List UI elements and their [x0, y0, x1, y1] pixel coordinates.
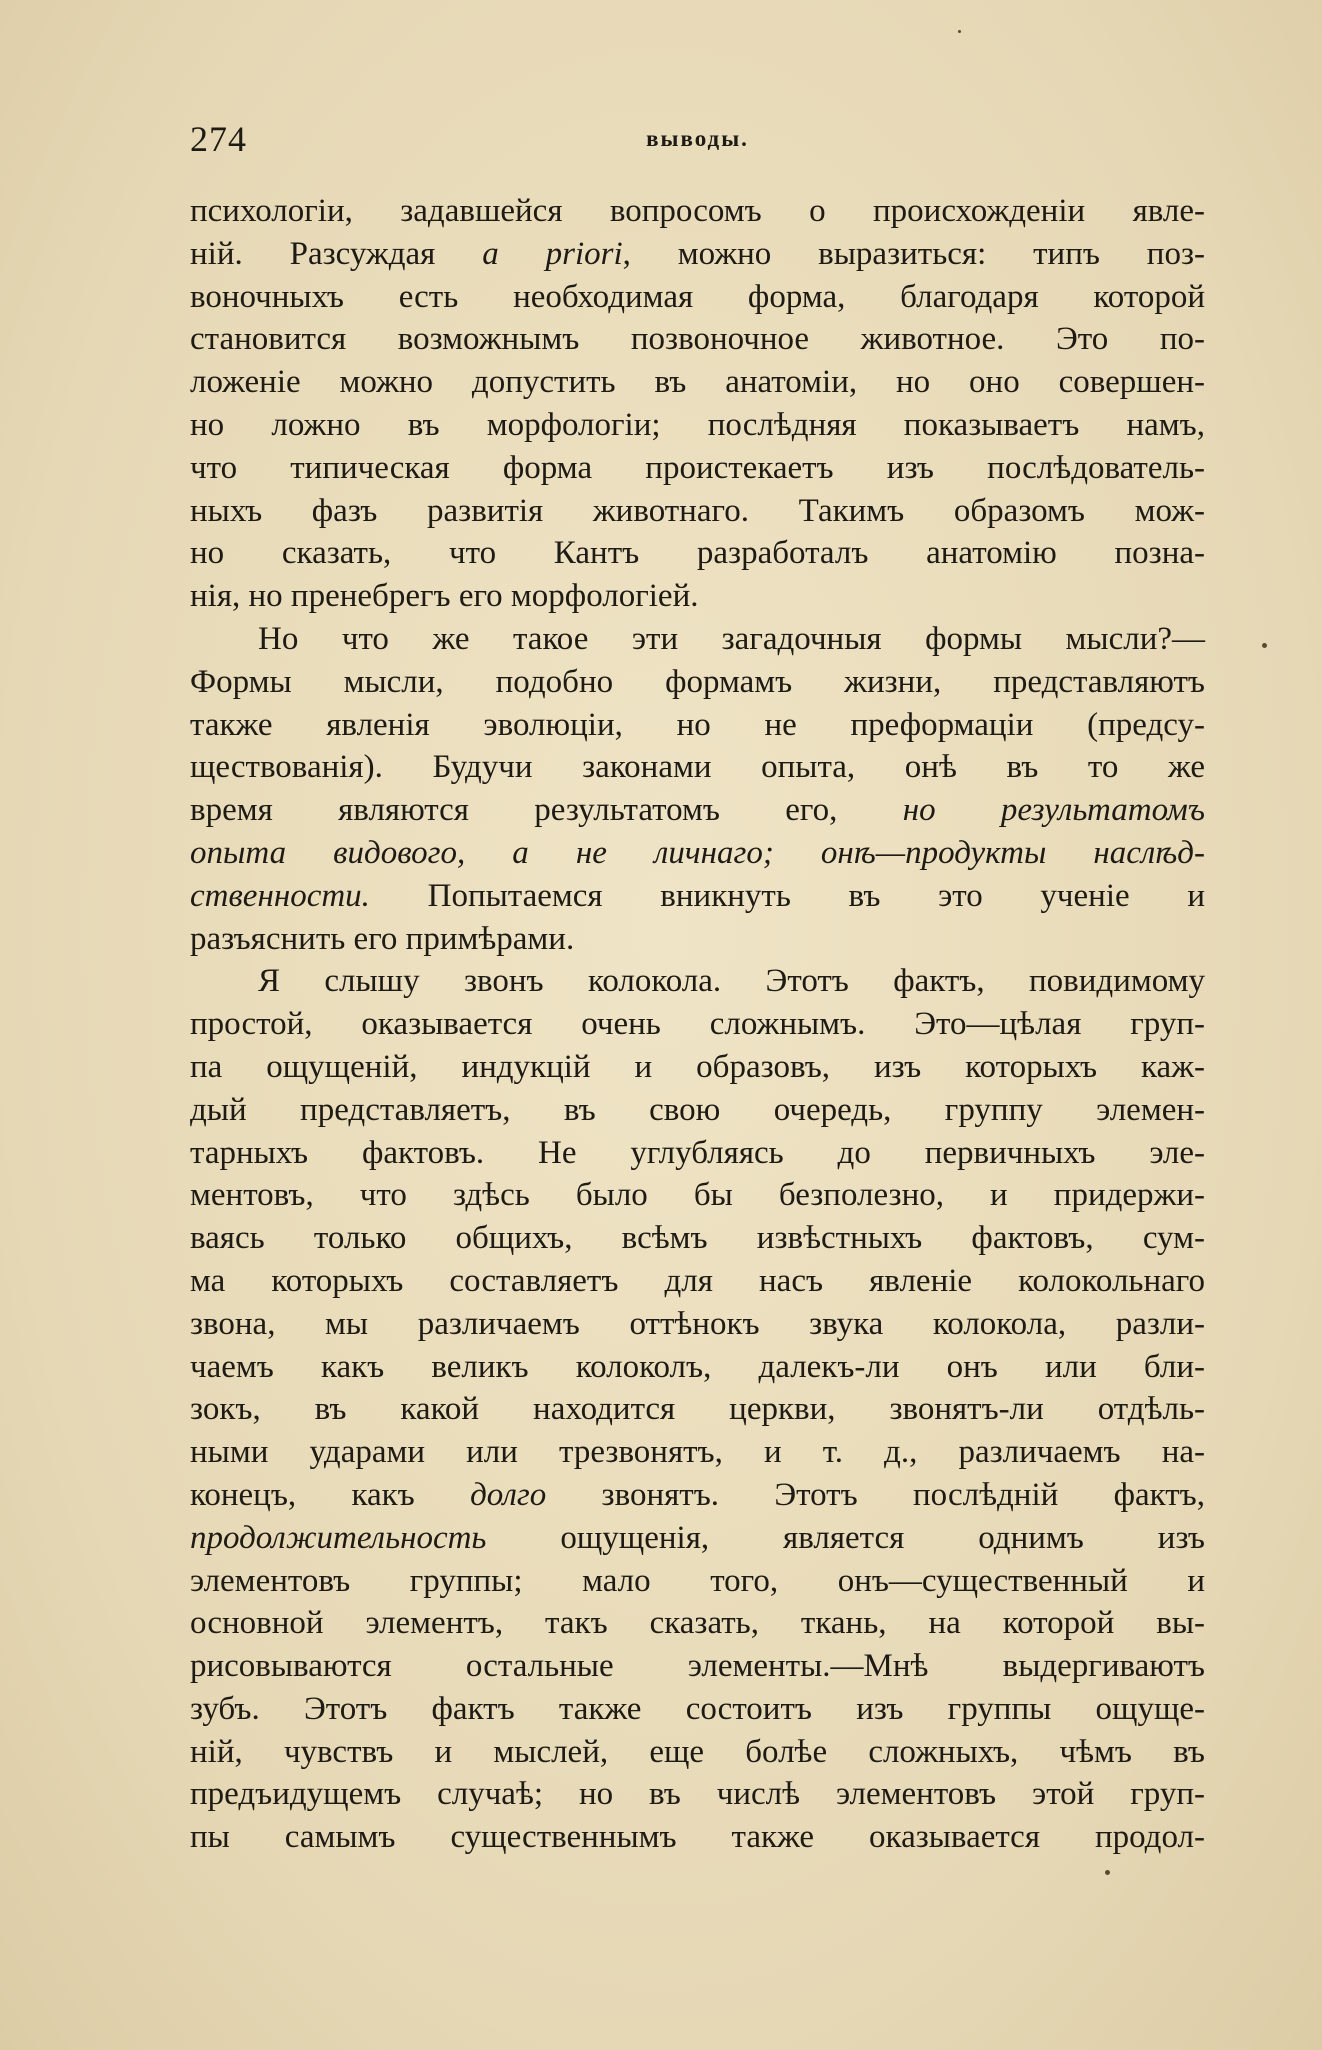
text-line — [190, 1773, 1205, 1816]
text-run: но ложно въ морфологіи; послѣдняя показываетъ намъ, — [190, 406, 1205, 443]
text-run: ній, чувствъ и мыслей, еще болѣе сложныхъ, чѣмъ въ — [190, 1733, 1205, 1770]
text-line — [190, 832, 1205, 875]
text-run: зокъ, въ какой находится церкви, звонятъ-ли отдѣль- — [190, 1391, 1205, 1428]
text-line — [190, 1046, 1205, 1089]
text-run: нія, но пренебрегъ его морфологіей. — [190, 578, 699, 615]
text-line — [190, 1816, 1205, 1859]
italic-text: a priori — [482, 235, 623, 272]
running-title: выводы. — [646, 126, 749, 151]
text-run: разъяснить его примѣрами. — [190, 920, 575, 957]
text-run: пы самымъ существеннымъ также оказывается продол- — [190, 1819, 1205, 1856]
page-header — [190, 118, 1205, 168]
text-line — [190, 1645, 1205, 1688]
text-line — [190, 918, 1205, 961]
ink-speck — [1262, 643, 1267, 648]
text-line — [190, 276, 1205, 319]
text-run: рисовываются остальные элементы.—Мнѣ выдергиваютъ — [190, 1648, 1205, 1685]
text-line — [190, 490, 1205, 533]
text-run: звона, мы различаемъ оттѣнокъ звука колокола, разли- — [190, 1305, 1205, 1342]
text-line — [190, 1346, 1205, 1389]
text-line — [190, 1731, 1205, 1774]
text-run: время являются результатомъ его, — [190, 792, 903, 829]
text-line — [190, 746, 1205, 789]
text-run: ваясь только общихъ, всѣмъ извѣстныхъ фактовъ, сум- — [190, 1220, 1205, 1257]
text-line — [190, 1003, 1205, 1046]
text-run: ній. Разсуждая — [190, 235, 483, 272]
text-line — [190, 704, 1205, 747]
text-line — [190, 1089, 1205, 1132]
text-line — [190, 447, 1205, 490]
text-run: , можно выразиться: типъ поз- — [622, 235, 1205, 272]
paragraph — [190, 190, 1205, 618]
text-line — [190, 1431, 1205, 1474]
italic-text: долго — [470, 1476, 547, 1513]
text-run: воночныхъ есть необходимая форма, благодаря которой — [190, 278, 1205, 315]
text-line — [190, 190, 1205, 233]
text-run: что типическая форма проистекаетъ изъ послѣдователь- — [190, 449, 1205, 486]
text-run: Попытаемся вникнуть въ это ученіе и — [369, 877, 1205, 914]
page-number: 274 — [190, 119, 247, 159]
text-run: дый представляетъ, въ свою очередь, группу элемен- — [190, 1091, 1205, 1128]
italic-text: ственности. — [190, 877, 370, 914]
text-run: психологіи, задавшейся вопросомъ о происхожденіи явле- — [190, 193, 1205, 229]
text-run: зубъ. Этотъ фактъ также состоитъ изъ группы ощуще- — [190, 1690, 1205, 1727]
text-run: простой, оказывается очень сложнымъ. Это—цѣлая груп- — [190, 1006, 1205, 1043]
text-run: Формы мысли, подобно формамъ жизни, представляютъ — [190, 663, 1205, 700]
ink-speck — [1105, 1870, 1110, 1875]
text-line — [190, 1174, 1205, 1217]
text-line — [190, 1517, 1205, 1560]
text-run: элементовъ группы; мало того, онъ—существенный и — [190, 1562, 1205, 1599]
text-run: ложеніе можно допустить въ анатоміи, но оно совершен- — [190, 364, 1205, 401]
text-line — [190, 1474, 1205, 1517]
text-run: также явленія эволюціи, но не преформаціи (предсу- — [190, 706, 1205, 743]
text-line — [190, 661, 1205, 704]
paragraph — [190, 618, 1205, 960]
text-line — [190, 789, 1205, 832]
text-line — [190, 532, 1205, 575]
text-run: ными ударами или трезвонятъ, и т. д., различаемъ на- — [190, 1434, 1205, 1471]
text-run: звонятъ. Этотъ послѣдній фактъ, — [546, 1476, 1205, 1513]
text-run: ощущенія, является однимъ изъ — [486, 1519, 1205, 1556]
text-line — [190, 575, 1205, 618]
body-text — [190, 190, 1205, 1859]
text-run: основной элементъ, такъ сказать, ткань, на которой вы- — [190, 1605, 1205, 1642]
text-run: тарныхъ фактовъ. Не углубляясь до первичныхъ эле- — [190, 1134, 1205, 1171]
text-run: предъидущемъ случаѣ; но въ числѣ элементовъ этой груп- — [190, 1776, 1205, 1813]
text-line — [190, 1260, 1205, 1303]
text-run: чаемъ какъ великъ колоколъ, далекъ-ли онъ или бли- — [190, 1348, 1205, 1385]
text-line — [190, 1602, 1205, 1645]
italic-text: продолжительность — [190, 1519, 487, 1556]
text-line — [190, 361, 1205, 404]
text-line — [190, 1560, 1205, 1603]
text-run: но сказать, что Кантъ разработалъ анатомію позна- — [190, 535, 1205, 572]
text-run: становится возможнымъ позвоночное животное. Это по- — [190, 321, 1205, 358]
text-run: ществованія). Будучи законами опыта, онѣ въ то же — [190, 749, 1205, 786]
text-run: ментовъ, что здѣсь было бы безполезно, и придержи- — [190, 1177, 1205, 1214]
ink-speck — [958, 30, 961, 33]
text-line — [190, 1132, 1205, 1175]
italic-text: опыта видового, а не личнаго; онѣ—продукты наслѣд- — [190, 834, 1205, 871]
text-run: конецъ, какъ — [190, 1476, 471, 1513]
text-run: Но что же такое эти загадочныя формы мысли?— — [258, 620, 1205, 657]
text-run: Я слышу звонъ колокола. Этотъ фактъ, повидимому — [258, 963, 1205, 1000]
text-run: ма которыхъ составляетъ для насъ явленіе колокольнаго — [190, 1262, 1205, 1299]
text-line — [190, 875, 1205, 918]
text-line — [190, 1303, 1205, 1346]
text-line — [190, 233, 1205, 276]
text-line — [190, 618, 1205, 661]
text-run: ныхъ фазъ развитія животнаго. Такимъ образомъ мож- — [190, 492, 1205, 529]
text-line — [190, 1217, 1205, 1260]
text-line — [190, 404, 1205, 447]
text-line — [190, 1388, 1205, 1431]
text-line — [190, 1688, 1205, 1731]
text-run: па ощущеній, индукцій и образовъ, изъ которыхъ каж- — [190, 1048, 1205, 1085]
paragraph — [190, 960, 1205, 1859]
text-line — [190, 960, 1205, 1003]
italic-text: но результатомъ — [902, 792, 1205, 829]
text-line — [190, 318, 1205, 361]
